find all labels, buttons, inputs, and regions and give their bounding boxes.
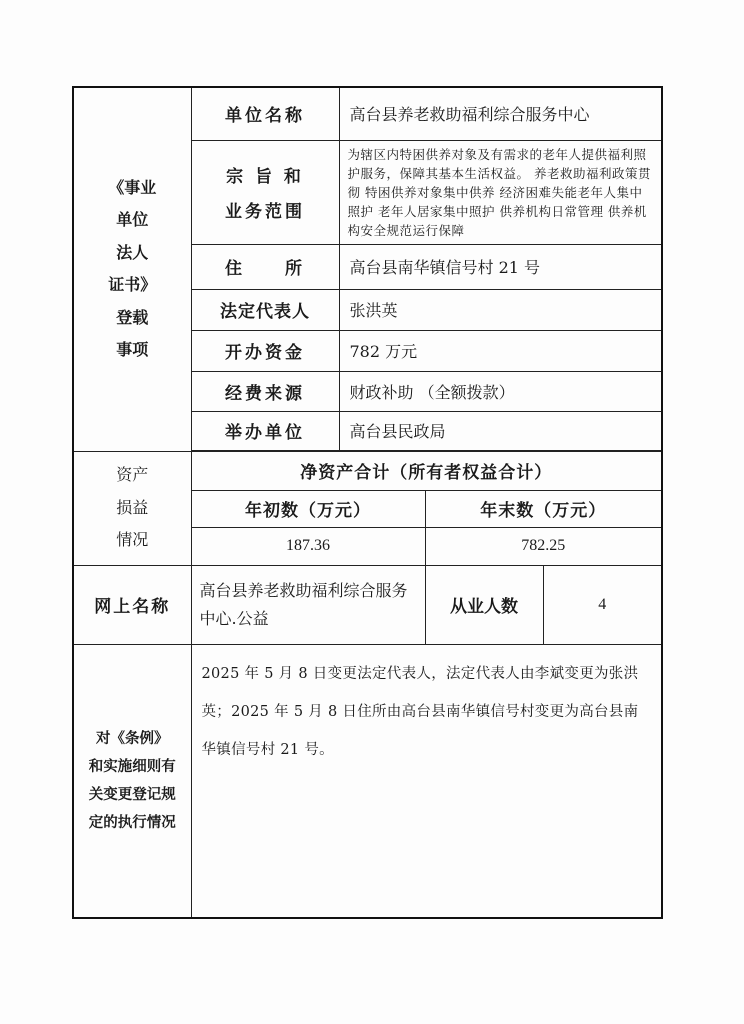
registration-form-table xyxy=(72,86,663,919)
rules-label-line-1: 对《条例》 xyxy=(96,730,169,748)
capital-value: 782 万元 xyxy=(339,330,662,371)
legal-rep-label: 法定代表人 xyxy=(191,289,339,330)
staff-count-value: 4 xyxy=(543,565,662,644)
reg-label-line-3: 法人 xyxy=(116,242,149,262)
assets-label-line-2: 损益 xyxy=(116,497,149,517)
legal-rep-value: 张洪英 xyxy=(339,289,662,330)
rules-label-line-4: 定的执行情况 xyxy=(88,813,176,831)
assets-label-line-3: 情况 xyxy=(116,530,149,550)
sponsor-value: 高台县民政局 xyxy=(339,411,662,450)
address-value: 高台县南华镇信号村 21 号 xyxy=(339,244,662,289)
reg-label-line-1: 《事业 xyxy=(108,178,157,198)
rules-label-line-3: 关变更登记规 xyxy=(88,785,176,803)
unit-name-value: 高台县养老救助福利综合服务中心 xyxy=(339,87,662,140)
address-label: 住 所 xyxy=(191,244,339,289)
scope-label-line-2: 业务范围 xyxy=(225,202,305,222)
reg-label-line-4: 证书》 xyxy=(108,275,157,295)
online-name-label: 网上名称 xyxy=(73,565,191,644)
scope-label-line-1: 宗 旨 和 xyxy=(226,167,304,187)
rules-section-label xyxy=(73,644,191,918)
assets-section-label xyxy=(73,451,191,565)
end-year-value: 782.25 xyxy=(425,527,662,565)
rules-label-line-2: 和实施细则有 xyxy=(88,758,176,775)
sponsor-label: 举办单位 xyxy=(191,411,339,450)
capital-label: 开办资金 xyxy=(191,330,339,371)
reg-label-line-6: 事项 xyxy=(116,340,149,360)
staff-count-label: 从业人数 xyxy=(425,565,543,644)
end-year-label: 年末数（万元） xyxy=(425,490,662,527)
assets-label-line-1: 资产 xyxy=(116,465,149,485)
funding-value: 财政补助 （全额拨款） xyxy=(339,371,662,411)
begin-year-value: 187.36 xyxy=(191,527,425,565)
registration-section-label xyxy=(73,87,191,451)
begin-year-label: 年初数（万元） xyxy=(191,490,425,527)
reg-label-line-5: 登载 xyxy=(116,307,149,327)
unit-name-label: 单位名称 xyxy=(191,87,339,140)
funding-label: 经费来源 xyxy=(191,371,339,411)
scope-text: 为辖区内特困供养对象及有需求的老年人提供福利照护服务，保障其基本生活权益。 养老救助福利政策贯彻 特困供养对象集中供养 经济困难失能老年人集中照护 老年人居家集中照护 供养机构日常管理 供养机构安全规范运行保障 xyxy=(339,140,662,244)
net-assets-header: 净资产合计（所有者权益合计） xyxy=(191,451,662,490)
scope-label xyxy=(191,140,339,244)
rules-execution-text: 2025 年 5 月 8 日变更法定代表人，法定代表人由李斌变更为张洪英；2025 年 5 月 8 日住所由高台县南华镇信号村变更为高台县南华镇信号村 21 号。 xyxy=(191,644,662,918)
online-name-value: 高台县养老救助福利综合服务中心.公益 xyxy=(191,565,425,644)
reg-label-line-2: 单位 xyxy=(116,210,149,230)
